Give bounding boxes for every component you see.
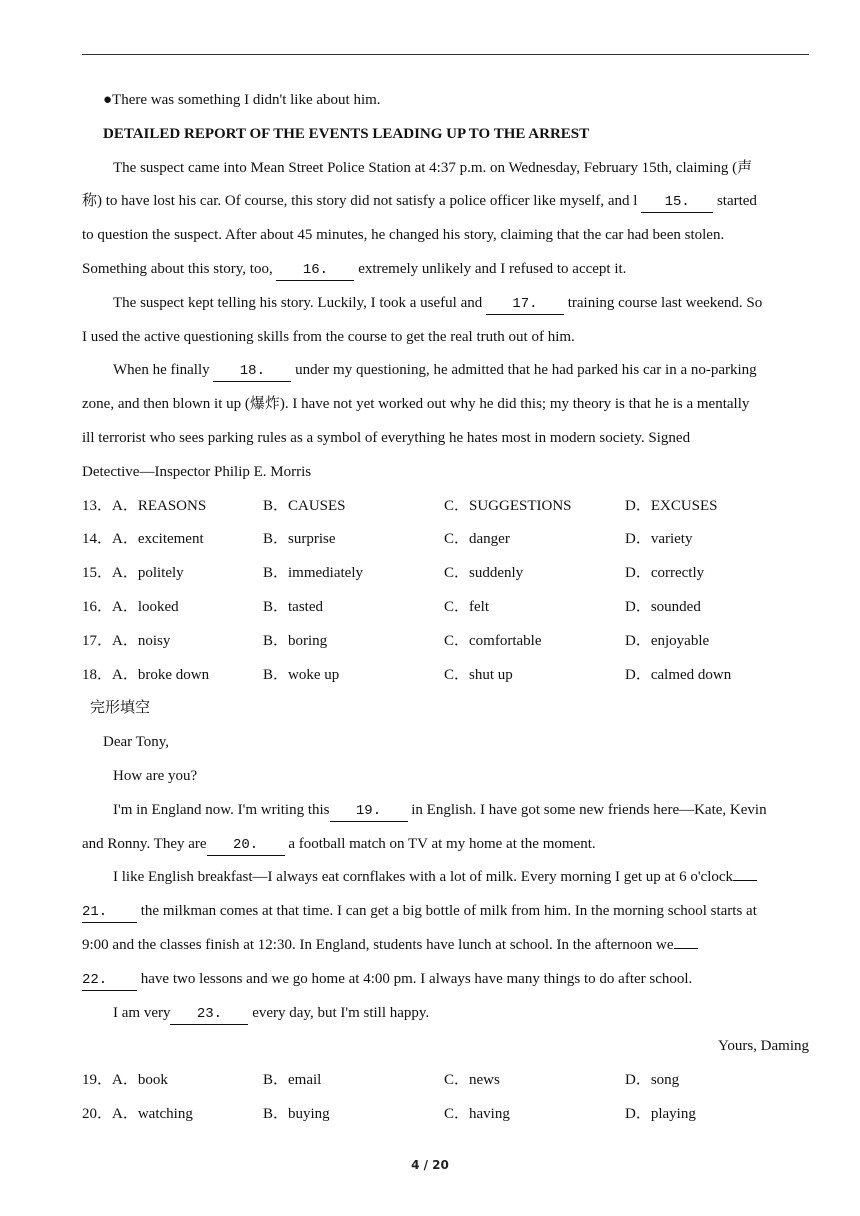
report-heading: DETAILED REPORT OF THE EVENTS LEADING UP TO THE ARREST [103,125,590,142]
question-option: B．buying [263,1105,330,1122]
question-option: D．song [625,1072,680,1089]
header-rule [82,54,809,55]
paragraph-line: zone, and then blown it up (爆炸). I have not yet worked out why he did this; my theory is that he is a mentally [82,396,750,413]
question-option-a: 18．A．broke down [82,666,210,683]
blank-22: 22. [82,969,137,991]
page-number: 4 / 20 [411,1158,449,1172]
question-option: C．shut up [444,666,513,683]
question-row [82,523,809,557]
paragraph-line: to question the suspect. After about 45 minutes, he changed his story, claiming that the car had been stolen. [82,227,725,244]
question-option: B．boring [263,632,328,649]
question-set-2 [82,1064,809,1132]
question-option: C．SUGGESTIONS [444,497,572,514]
paragraph-line: and Ronny. They are 20. a football match on TV at my home at the moment. [82,828,809,862]
question-option: B．tasted [263,598,323,615]
blank-22-start [674,948,698,949]
blank-17: 17. [486,293,564,315]
question-option: B．CAUSES [263,497,346,514]
question-row [82,1098,809,1132]
letter-greeting: Dear Tony, [103,734,170,751]
question-option: C．comfortable [444,632,542,649]
question-set-1 [82,490,809,693]
question-option-a: 15．A．politely [82,565,184,582]
blank-23: 23. [170,1003,248,1025]
blank-20: 20. [207,834,285,856]
question-row [82,490,809,524]
blank-21-start [733,880,757,881]
paragraph-line: 称) to have lost his car. Of course, this story did not satisfy a police officer like myself, and l 15. started [82,185,809,219]
paragraph-line: The suspect came into Mean Street Police Station at 4:37 p.m. on Wednesday, February 15th, claiming (声 [113,159,753,176]
paragraph-line: ill terrorist who sees parking rules as a symbol of everything he hates most in modern society. Signed [82,429,691,446]
paragraph-line: How are you? [113,767,198,784]
bullet-line: ●There was something I didn't like about him. [103,92,381,108]
section-title: 完形填空 [90,700,151,717]
blank-19: 19. [330,800,408,822]
question-option: D．variety [625,531,693,548]
paragraph-line: I like English breakfast—I always eat cornflakes with a lot of milk. Every morning I get up at 6 o'clock [82,861,809,895]
question-option: C．having [444,1105,510,1122]
question-row [82,591,809,625]
question-option: B．email [263,1072,322,1089]
paragraph-line: When he finally 18. under my questioning, he admitted that he had parked his car in a no-parking [82,354,809,388]
question-option: D．EXCUSES [625,497,718,514]
question-option: C．news [444,1072,500,1089]
question-row [82,557,809,591]
question-option-a: 20．A．watching [82,1105,193,1122]
blank-21: 21. [82,901,137,923]
paragraph-line: The suspect kept telling his story. Luckily, I took a useful and 17. training course last weekend. So [82,287,809,321]
question-option: B．surprise [263,531,336,548]
question-option: C．felt [444,598,489,615]
paragraph-line: 9:00 and the classes finish at 12:30. In England, students have lunch at school. In the afternoon we [82,929,809,963]
paragraph-line: 21. the milkman comes at that time. I can get a big bottle of milk from him. In the morning school starts at [82,895,809,929]
question-option-a: 17．A．noisy [82,632,171,649]
question-option: D．sounded [625,598,701,615]
question-option: D．enjoyable [625,632,710,649]
paragraph-line: I'm in England now. I'm writing this 19. in English. I have got some new friends here—Kate, Kevin [82,794,809,828]
question-option-a: 19．A．book [82,1072,168,1089]
question-row [82,1064,809,1098]
paragraph-line: 22. have two lessons and we go home at 4:00 pm. I always have many things to do after school. [82,963,809,997]
question-option: C．suddenly [444,565,524,582]
question-option: D．playing [625,1105,696,1122]
question-option-a: 16．A．looked [82,598,179,615]
signature-line: Detective—Inspector Philip E. Morris [82,463,312,480]
question-row [82,625,809,659]
blank-15: 15. [641,191,713,213]
question-option: B．immediately [263,565,363,582]
question-option: D．correctly [625,565,705,582]
question-option-a: 14．A．excitement [82,531,204,548]
question-option: B．woke up [263,666,340,683]
paragraph-line: I am very 23. every day, but I'm still happy. [82,997,809,1031]
page-content [82,84,809,1132]
question-option: D．calmed down [625,666,732,683]
blank-18: 18. [213,360,291,382]
blank-16: 16. [276,259,354,281]
question-option: C．danger [444,531,510,548]
question-option-a: 13．A．REASONS [82,497,207,514]
paragraph-line: I used the active questioning skills from the course to get the real truth out of him. [82,328,575,345]
question-row [82,659,809,693]
letter-signature: Yours, Daming [718,1038,809,1055]
paragraph-line: Something about this story, too, 16. extremely unlikely and I refused to accept it. [82,253,809,287]
